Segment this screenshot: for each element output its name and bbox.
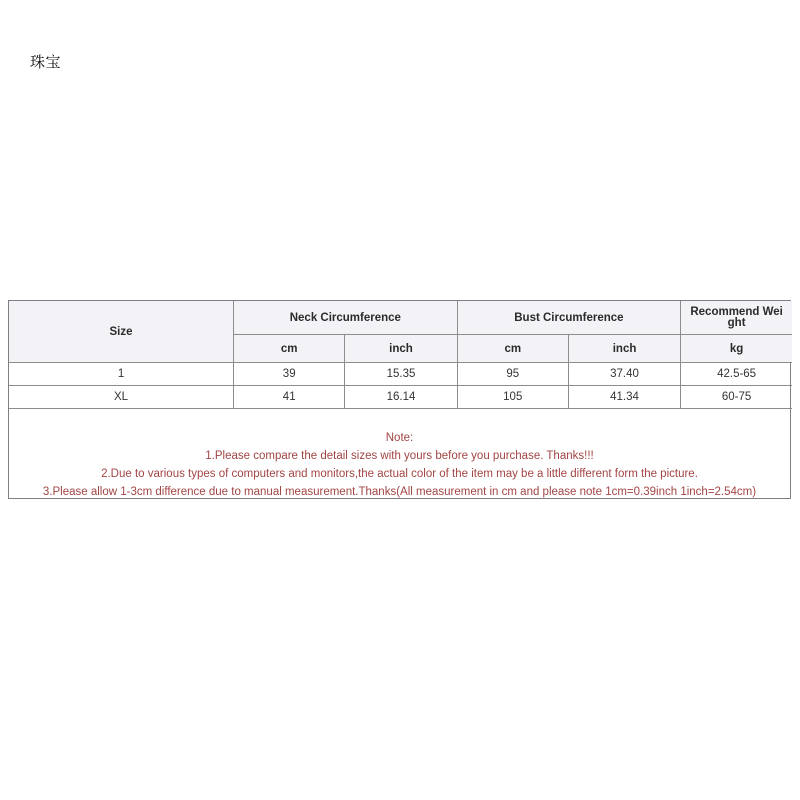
table-cell: 37.40	[568, 363, 680, 386]
bust-circumference-header: Bust Circumference	[457, 301, 681, 335]
note-line: 1.Please compare the detail sizes with yours before you purchase. Thanks!!!	[205, 450, 594, 462]
table-row	[9, 386, 792, 409]
table-cell: 15.35	[345, 363, 457, 386]
note-line: 2.Due to various types of computers and monitors,the actual color of the item may be a little different form the picture.	[101, 468, 698, 480]
table-cell: 39	[234, 363, 345, 386]
note-title: Note:	[385, 432, 414, 444]
note-line: 3.Please allow 1-3cm difference due to manual measurement.Thanks(All measurement in cm and please note 1cm=0.39inch 1inch=2.54cm)	[42, 486, 757, 498]
unit-header: cm	[234, 335, 345, 363]
size-header: Size	[9, 301, 234, 363]
table-cell: XL	[9, 386, 234, 409]
table-cell: 41.34	[568, 386, 680, 409]
table-cell: 41	[234, 386, 345, 409]
unit-header: kg	[681, 335, 792, 363]
page-label: 珠宝	[30, 53, 62, 71]
table-header-row	[9, 301, 792, 335]
notes-section	[9, 408, 790, 499]
table-cell: 42.5-65	[681, 363, 792, 386]
recommend-weight-header: Recommend Wei ght	[681, 301, 792, 335]
unit-header: inch	[345, 335, 457, 363]
table-cell: 95	[457, 363, 568, 386]
table-cell: 60-75	[681, 386, 792, 409]
table-cell: 1	[9, 363, 234, 386]
table-cell: 105	[457, 386, 568, 409]
size-table	[9, 301, 792, 409]
size-chart	[8, 300, 791, 499]
table-cell: 16.14	[345, 386, 457, 409]
unit-header: inch	[568, 335, 680, 363]
unit-header: cm	[457, 335, 568, 363]
table-row	[9, 363, 792, 386]
neck-circumference-header: Neck Circumference	[234, 301, 458, 335]
